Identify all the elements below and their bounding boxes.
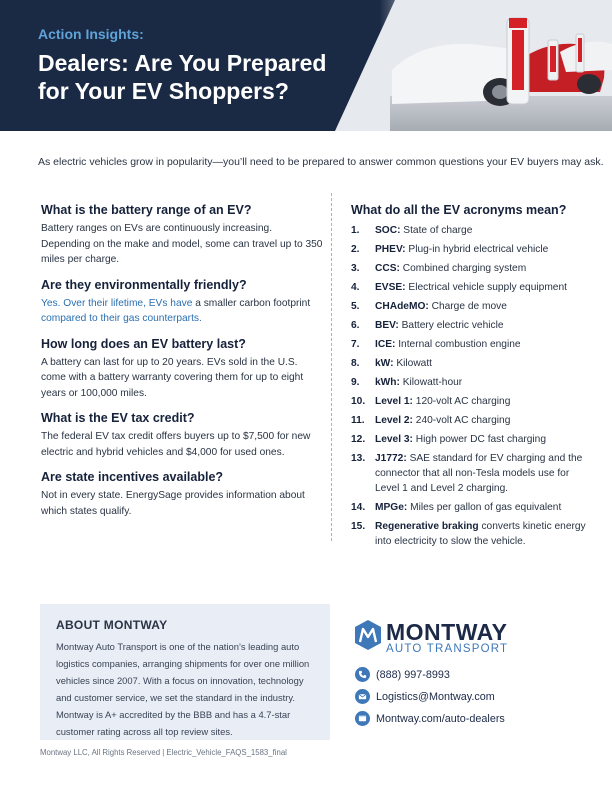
column-divider <box>331 193 332 541</box>
email-icon <box>355 689 370 704</box>
acronym-text <box>375 432 546 447</box>
acronym-item <box>351 500 591 515</box>
faq-item <box>41 203 323 268</box>
phone-number[interactable]: (888) 997-8993 <box>376 668 450 681</box>
faq-question: Are they environmentally friendly? <box>41 277 247 292</box>
acronym-number: 15. <box>351 521 366 532</box>
acronym-text <box>375 242 548 257</box>
acronym-text <box>375 261 526 276</box>
acronyms-column <box>351 203 591 553</box>
acronym-term: MPGe: <box>375 502 408 513</box>
acronym-term: Regenerative braking <box>375 521 479 532</box>
acronym-term: CCS: <box>375 263 400 274</box>
faq-item <box>41 278 323 327</box>
acronym-term: J1772: <box>375 453 407 464</box>
acronym-number: 8. <box>351 358 360 369</box>
acronym-number: 11. <box>351 415 365 426</box>
acronym-text <box>375 375 462 390</box>
acronym-term: EVSE: <box>375 282 406 293</box>
phone-icon <box>355 667 370 682</box>
acronym-term: PHEV: <box>375 244 406 255</box>
web-icon <box>355 711 370 726</box>
about-box <box>40 604 330 740</box>
logo-subtitle: AUTO TRANSPORT <box>386 643 509 655</box>
acronym-item <box>351 223 591 238</box>
faq-item <box>41 470 323 519</box>
montway-logo <box>353 617 523 657</box>
acronym-text <box>375 337 521 352</box>
faq-item <box>41 337 323 402</box>
acronym-text <box>375 299 507 314</box>
acronym-number: 6. <box>351 320 360 331</box>
faq-answer-part: a smaller carbon footprint <box>192 297 311 309</box>
about-title: ABOUT MONTWAY <box>56 618 168 632</box>
acronym-text <box>375 394 510 409</box>
acronym-definition: Internal combustion engine <box>395 339 521 350</box>
acronym-definition: Combined charging system <box>399 263 527 274</box>
acronym-item <box>351 242 591 257</box>
acronym-text <box>375 413 510 428</box>
header-kicker: Action Insights: <box>38 26 144 42</box>
contact-web[interactable] <box>355 711 505 726</box>
faq-answer <box>41 296 323 327</box>
acronym-term: kWh: <box>375 377 400 388</box>
acronym-text <box>375 519 591 549</box>
acronym-term: Level 3: <box>375 434 413 445</box>
faq-answer: The federal EV tax credit offers buyers up to $7,500 for new electric and hybrid vehicles and $4,000 for used ones. <box>41 431 311 458</box>
faq-answer: A battery can last for up to 20 years. EVs sold in the U.S. come with a battery warranty covering them for up to eight years or 100,000 miles. <box>41 356 304 399</box>
acronym-number: 5. <box>351 301 360 312</box>
faq-question: What is the EV tax credit? <box>41 411 195 425</box>
acronym-number: 9. <box>351 377 360 388</box>
faq-answer: Battery ranges on EVs are continuously increasing. Depending on the make and model, some can travel up to 350 miles per charge. <box>41 223 323 265</box>
acronym-item <box>351 280 591 295</box>
acronym-item <box>351 432 591 447</box>
acronym-list <box>351 223 591 549</box>
contact-email[interactable] <box>355 689 495 704</box>
acronym-term: SOC: <box>375 225 401 236</box>
faq-column <box>41 203 323 529</box>
title-line-1: Dealers: Are You Prepared <box>38 50 327 76</box>
intro-text: As electric vehicles grow in popularity—you’ll need to be prepared to answer common questions your EV buyers may ask. <box>38 156 604 168</box>
acronym-item <box>351 337 591 352</box>
acronym-term: ICE: <box>375 339 396 350</box>
acronym-number: 2. <box>351 244 360 255</box>
logo-wordmark: MONTWAY <box>386 619 508 645</box>
acronym-item <box>351 413 591 428</box>
acronym-number: 7. <box>351 339 360 350</box>
acronym-definition: converts kinetic energy into electricity to slow the vehicle. <box>375 521 586 547</box>
acronyms-title: What do all the EV acronyms mean? <box>351 203 567 217</box>
faq-answer-part: compared to their gas counterparts. <box>41 313 202 324</box>
acronym-definition: High power DC fast charging <box>412 434 547 445</box>
acronym-term: BEV: <box>375 320 399 331</box>
acronym-text <box>375 223 472 238</box>
acronym-text <box>375 451 591 496</box>
contact-phone[interactable] <box>355 667 450 682</box>
about-body: Montway Auto Transport is one of the nation’s leading auto logistics companies, arranging shipments for over one million vehicles since 2007. With a focus on innovation, technology and customer service, we set the standard in the industry. Montway is A+ accredited by the BBB and has a 4.7-star customer rating across all top review sites. <box>56 641 310 737</box>
faq-question: What is the battery range of an EV? <box>41 203 252 217</box>
acronym-definition: 120-volt AC charging <box>412 396 511 407</box>
acronym-text <box>375 500 561 515</box>
acronym-item <box>351 519 591 549</box>
acronym-definition: State of charge <box>400 225 473 236</box>
faq-answer: Not in every state. EnergySage provides information about which states qualify. <box>41 490 305 517</box>
acronym-definition: Electrical vehicle supply equipment <box>405 282 567 293</box>
acronym-definition: Plug-in hybrid electrical vehicle <box>405 244 549 255</box>
acronym-number: 10. <box>351 396 366 407</box>
acronym-text <box>375 318 504 333</box>
acronym-item <box>351 261 591 276</box>
acronym-definition: 240-volt AC charging <box>412 415 511 426</box>
faq-answer-part: Yes. Over their lifetime, EVs have <box>41 297 193 309</box>
acronym-item <box>351 375 591 390</box>
acronym-text <box>375 280 567 295</box>
acronym-number: 12. <box>351 434 366 445</box>
acronym-number: 1. <box>351 225 360 236</box>
acronym-item <box>351 394 591 409</box>
acronym-term: kW: <box>375 358 394 369</box>
acronym-item <box>351 318 591 333</box>
acronym-text <box>375 356 432 371</box>
faq-question: How long does an EV battery last? <box>41 336 246 351</box>
acronym-item <box>351 299 591 314</box>
acronym-definition: Kilowatt-hour <box>399 377 463 388</box>
acronym-item <box>351 451 591 496</box>
acronym-term: Level 2: <box>375 415 413 426</box>
faq-item <box>41 411 323 460</box>
acronym-number: 14. <box>351 502 366 513</box>
acronym-definition: Battery electric vehicle <box>398 320 504 331</box>
acronym-definition: Miles per gallon of gas equivalent <box>407 502 562 513</box>
montway-m-logo-icon <box>353 619 383 651</box>
acronym-definition: Kilowatt <box>393 358 433 369</box>
acronym-definition: SAE standard for EV charging and the connector that all non-Tesla models use for Level 1 and Level 2 charging. <box>375 453 583 494</box>
acronym-definition: Charge de move <box>428 301 507 312</box>
acronym-number: 13. <box>351 453 366 464</box>
acronym-item <box>351 356 591 371</box>
title-line-2: for Your EV Shoppers? <box>38 78 289 104</box>
website-link[interactable]: Montway.com/auto-dealers <box>376 712 505 725</box>
faq-question: Are state incentives available? <box>41 470 224 484</box>
acronym-number: 4. <box>351 282 360 293</box>
acronym-number: 3. <box>351 263 360 274</box>
email-address[interactable]: Logistics@Montway.com <box>376 690 495 703</box>
hero-banner <box>0 0 612 131</box>
page-title <box>38 49 358 105</box>
footer-text: Montway LLC, All Rights Reserved | Electric_Vehicle_FAQS_1583_final <box>40 748 287 757</box>
acronym-term: CHAdeMO: <box>375 301 429 312</box>
acronym-term: Level 1: <box>375 396 413 407</box>
